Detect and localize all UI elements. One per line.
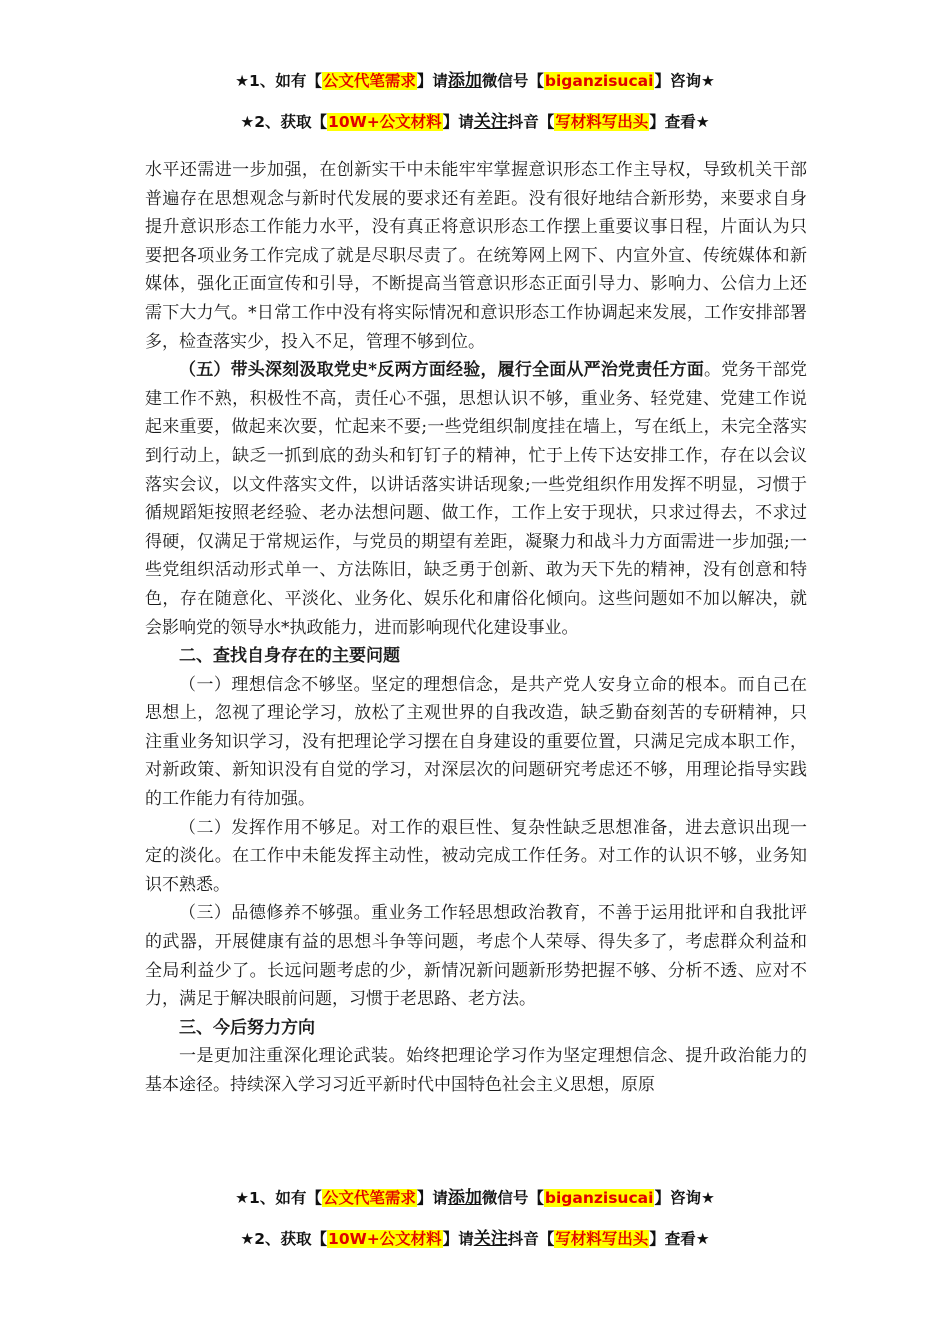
promo-text: 抖音【	[507, 1230, 555, 1248]
paragraph-lead-bold: （五）带头深刻汲取党史*反两方面经验，履行全面从严治党责任方面	[179, 360, 705, 381]
promo-text: 】请	[442, 113, 474, 131]
promo-text: ★2、获取【	[240, 1230, 328, 1248]
promo-text: ★1、如有【	[235, 1189, 322, 1207]
promo-line-bottom-1	[0, 1187, 950, 1209]
promo-highlight: 公文代笔需求	[322, 72, 416, 90]
promo-text: 抖音【	[507, 113, 555, 131]
promo-text: 】查看★	[649, 1230, 710, 1248]
promo-highlight: biganzisucai	[544, 1189, 654, 1207]
promo-line-top-2	[0, 111, 950, 133]
promo-underline: 添加	[447, 1188, 482, 1208]
promo-highlight: 10W+公文材料	[328, 113, 442, 131]
promo-highlight: 10W+公文材料	[328, 1230, 442, 1248]
promo-underline: 关注	[473, 1229, 508, 1249]
promo-line-bottom-2	[0, 1228, 950, 1250]
promo-text: 】咨询★	[654, 72, 715, 90]
promo-text: 微信号【	[481, 72, 544, 90]
section-heading: 三、今后努力方向	[179, 1017, 315, 1038]
promo-underline: 添加	[447, 71, 482, 91]
promo-highlight: biganzisucai	[544, 72, 654, 90]
promo-text: 】请	[416, 1189, 448, 1207]
promo-text: ★2、获取【	[240, 113, 328, 131]
promo-text: ★1、如有【	[235, 72, 322, 90]
promo-highlight: 写材料写出头	[555, 1230, 649, 1248]
promo-text: 微信号【	[481, 1189, 544, 1207]
paragraph-text: 。党务干部党建工作不熟，积极性不高，责任心不强，思想认识不够，重业务、轻党建、党建工作说起来重要，做起来次要，忙起来不要;一些党组织制度挂在墙上，写在纸上，未完全落实到行动上，缺乏一抓到底的劲头和钉钉子的精神，忙于上传下达安排工作，存在以会议落实会议，以文件落实文件，以讲话落实讲话现象;一些党组织作用发挥不明显，习惯于循规蹈矩按照老经验、老办法想问题、做工作，工作上安于现状，只求过得去，不求过得硬，仅满足于常规运作，与党员的期望有差距，凝聚力和战斗力方面需进一步加强;一些党组织活动形式单一、方法陈旧，缺乏勇于创新、敢为天下先的精神，没有创意和特色，存在随意化、平淡化、业务化、娱乐化和庸俗化倾向。这些问题如不加以解决，就会影响党的领导水*执政能力，进而影响现代化建设事业。	[145, 360, 808, 638]
promo-text: 】请	[416, 72, 448, 90]
promo-line-top-1	[0, 70, 950, 92]
paragraph: 一是更加注重深化理论武装。始终把理论学习作为坚定理想信念、提升政治能力的基本途径。持续深入学习习近平新时代中国特色社会主义思想，原原	[145, 1046, 807, 1095]
promo-text: 】请	[442, 1230, 474, 1248]
document-body	[145, 156, 807, 1100]
promo-text: 】咨询★	[654, 1189, 715, 1207]
paragraph	[145, 356, 807, 642]
promo-text: 】查看★	[649, 113, 710, 131]
paragraph: （一）理想信念不够坚。坚定的理想信念，是共产党人安身立命的根本。而自己在思想上，忽视了理论学习，放松了主观世界的自我改造，缺乏勤奋刻苦的专研精神，只注重业务知识学习，没有把理论学习摆在自身建设的重要位置，只满足完成本职工作，对新政策、新知识没有自觉的学习，对深层次的问题研究考虑还不够，用理论指导实践的工作能力有待加强。	[145, 674, 807, 810]
promo-underline: 关注	[473, 112, 508, 132]
paragraph: （二）发挥作用不够足。对工作的艰巨性、复杂性缺乏思想准备，进去意识出现一定的淡化。在工作中未能发挥主动性，被动完成工作任务。对工作的认识不够，业务知识不熟悉。	[145, 817, 807, 895]
section-heading: 二、查找自身存在的主要问题	[179, 646, 400, 667]
paragraph: 水平还需进一步加强，在创新实干中未能牢牢掌握意识形态工作主导权，导致机关干部普遍存在思想观念与新时代发展的要求还有差距。没有很好地结合新形势，来要求自身提升意识形态工作能力水平，没有真正将意识形态工作摆上重要议事日程，片面认为只要把各项业务工作完成了就是尽职尽责了。在统筹网上网下、内宣外宣、传统媒体和新媒体，强化正面宣传和引导，不断提高当管意识形态正面引导力、影响力、公信力上还需下大力气。*日常工作中没有将实际情况和意识形态工作协调起来发展，工作安排部署多，检查落实少，投入不足，管理不够到位。	[145, 160, 807, 352]
promo-highlight: 公文代笔需求	[322, 1189, 416, 1207]
paragraph: （三）品德修养不够强。重业务工作轻思想政治教育，不善于运用批评和自我批评的武器，开展健康有益的思想斗争等问题，考虑个人荣辱、得失多了，考虑群众利益和全局利益少了。长远问题考虑的少，新情况新问题新形势把握不够、分析不透、应对不力，满足于解决眼前问题，习惯于老思路、老方法。	[145, 903, 807, 1010]
promo-highlight: 写材料写出头	[555, 113, 649, 131]
